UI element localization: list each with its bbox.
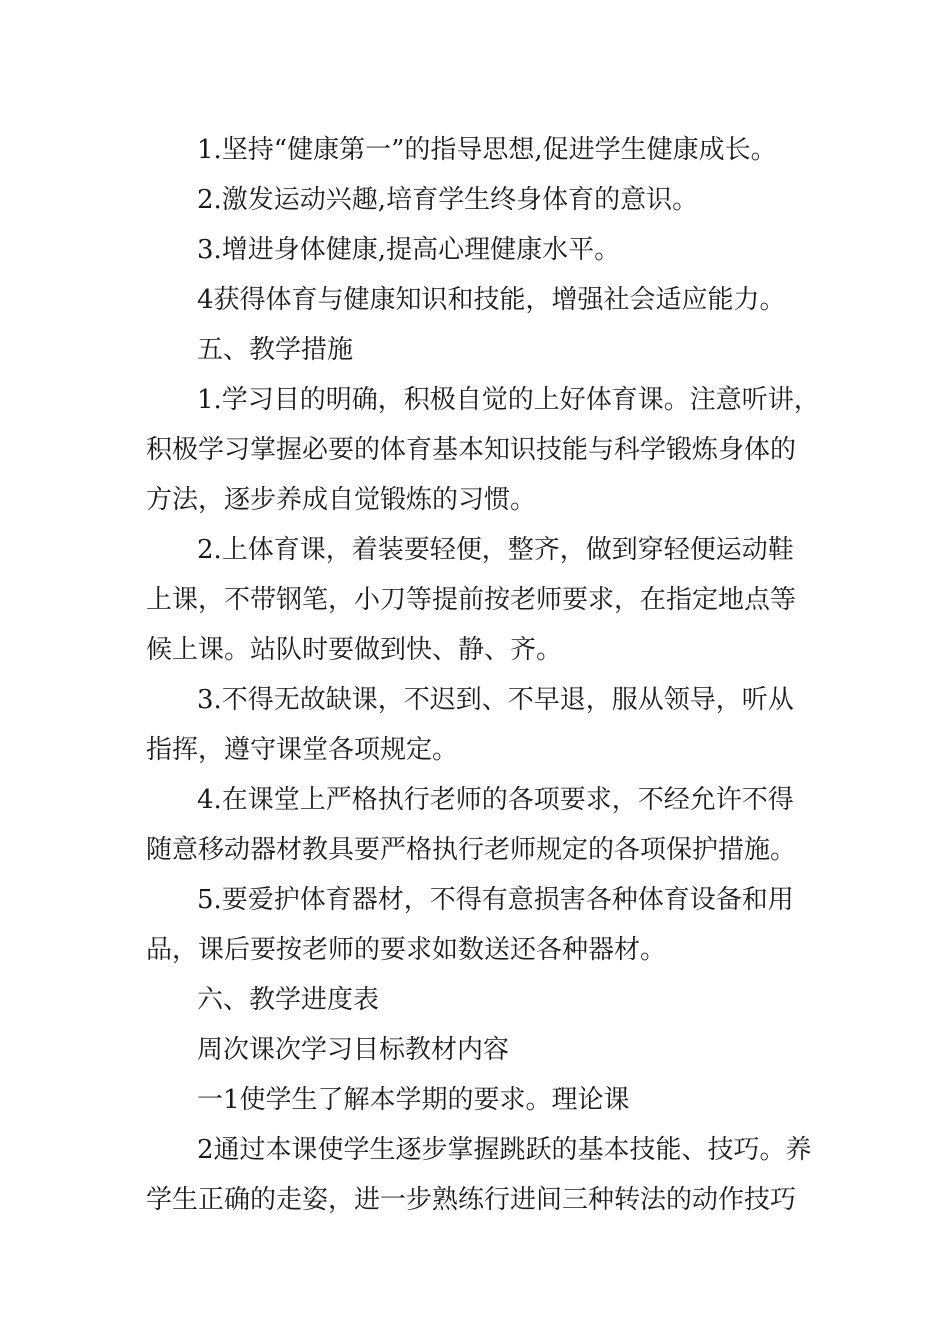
schedule-row-line: 学生正确的走姿，进一步熟练行进间三种转法的动作技巧 (146, 1185, 797, 1215)
paragraph-text-line: 4.在课堂上严格执行老师的各项要求，不经允许不得 (197, 785, 794, 815)
paragraph-text-line: 积极学习掌握必要的体育基本知识技能与科学锻炼身体的 (146, 435, 797, 465)
paragraph-text-line: 2.上体育课，着装要轻便，整齐，做到穿轻便运动鞋 (197, 535, 794, 565)
paragraph-text-line: 1.学习目的明确，积极自觉的上好体育课。注意听讲， (197, 385, 820, 415)
paragraph-text-line: 方法，逐步养成自觉锻炼的习惯。 (146, 485, 537, 515)
paragraph-text-line: 3.不得无故缺课，不迟到、不早退，服从领导，听从 (197, 685, 794, 715)
paragraph-text-line: 上课，不带钢笔，小刀等提前按老师要求，在指定地点等 (146, 585, 797, 615)
goal-line-3: 3.增进身体健康,提高心理健康水平。 (197, 235, 621, 265)
paragraph-text-line: 随意移动器材教具要严格执行老师规定的各项保护措施。 (146, 835, 797, 865)
section-heading-teaching-measures: 五、教学措施 (197, 335, 354, 365)
goal-line-1: 1.坚持“健康第一”的指导思想,促进学生健康成长。 (197, 135, 777, 165)
paragraph-text-line: 5.要爱护体育器材，不得有意损害各种体育设备和用 (197, 885, 794, 915)
paragraph-text-line: 指挥，遵守课堂各项规定。 (146, 735, 459, 765)
section-heading-teaching-schedule: 六、教学进度表 (197, 985, 380, 1015)
paragraph-text-line: 品，课后要按老师的要求如数送还各种器材。 (146, 935, 667, 965)
schedule-row-line: 2通过本课使学生逐步掌握跳跃的基本技能、技巧。养 (197, 1135, 812, 1165)
goal-line-4: 4获得体育与健康知识和技能，增强社会适应能力。 (197, 285, 786, 315)
goal-line-2: 2.激发运动兴趣,培育学生终身体育的意识。 (197, 185, 699, 215)
schedule-header-line: 周次课次学习目标教材内容 (197, 1035, 510, 1065)
schedule-row-line: 一1使学生了解本学期的要求。理论课 (197, 1085, 630, 1115)
paragraph-text-line: 候上课。站队时要做到快、静、齐。 (146, 635, 563, 665)
